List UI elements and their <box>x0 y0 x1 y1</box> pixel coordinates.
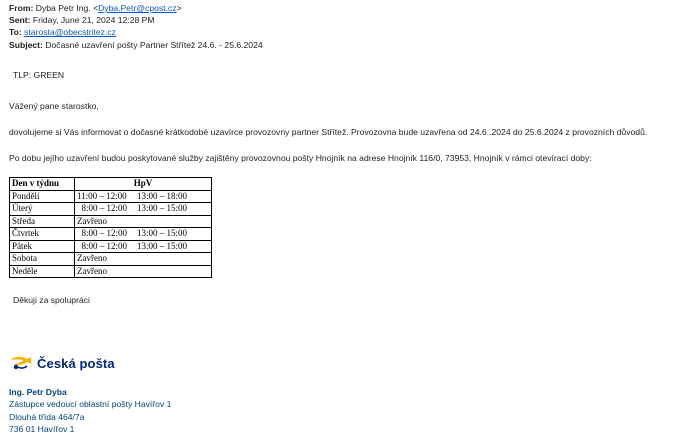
subject-label: Subject: <box>9 40 43 50</box>
table-row <box>10 228 212 241</box>
day-cell: Čtvrtek <box>10 228 75 241</box>
header-hpv: HpV <box>75 178 212 191</box>
to-line <box>9 26 116 38</box>
sent-label: Sent: <box>9 15 31 25</box>
to-email-link[interactable]: starosta@obecstritez.cz <box>24 27 116 37</box>
hours-cell: 8:00 – 12:00 13:00 – 15:00 <box>75 240 212 253</box>
header-day: Den v týdnu <box>10 178 75 191</box>
table-header-row <box>10 178 212 191</box>
hours-cell: Zavřeno <box>75 253 212 266</box>
day-cell: Neděle <box>10 265 75 278</box>
hours-cell: Zavřeno <box>75 265 212 278</box>
hours-cell: Zavřeno <box>75 215 212 228</box>
opening-hours-table <box>9 177 212 278</box>
hours-cell: 8:00 – 12:00 13:00 – 15:00 <box>75 228 212 241</box>
from-label: From: <box>9 3 34 13</box>
signature-name: Ing. Petr Dyba <box>9 387 67 397</box>
subject-value: Dočasné uzavření pošty Partner Střítež 24.6. - 25.6.2024 <box>45 40 263 50</box>
table-row <box>10 215 212 228</box>
subject-line <box>9 39 263 51</box>
table-row <box>10 203 212 216</box>
day-cell: Úterý <box>10 203 75 216</box>
from-name: Dyba Petr Ing. < <box>35 3 99 13</box>
greeting: Vážený pane starostko, <box>9 101 99 111</box>
day-cell: Středa <box>10 215 75 228</box>
table-row <box>10 190 212 203</box>
post-horn-icon <box>9 355 33 371</box>
tlp-label: TLP: GREEN <box>13 70 65 80</box>
from-email-link[interactable]: Dyba.Petr@cpost.cz <box>98 3 177 13</box>
signature-city: 736 01 Havířov 1 <box>9 424 75 434</box>
day-cell: Sobota <box>10 253 75 266</box>
day-cell: Pondělí <box>10 190 75 203</box>
table-row <box>10 265 212 278</box>
logo-text: Česká pošta <box>37 355 115 371</box>
day-cell: Pátek <box>10 240 75 253</box>
paragraph-closure: dovolujeme si Vás informovat o dočasné krátkodobé uzavírce provozovny partner Střítež. Provozovna bude uzavřena od 24.6..2024 do 25.6.2024 z provozních důvodů. <box>9 127 648 137</box>
ceska-posta-logo <box>9 355 115 371</box>
hours-cell: 11:00 – 12:00 13:00 – 18:00 <box>75 190 212 203</box>
sent-value: Friday, June 21, 2024 12:28 PM <box>32 15 155 25</box>
table-row <box>10 253 212 266</box>
sent-line <box>9 14 155 26</box>
thanks-text: Děkuji za spolupráci <box>13 295 90 305</box>
from-close: > <box>176 3 182 13</box>
signature-street: Dlouhá třída 464/7a <box>9 412 85 422</box>
to-label: To: <box>9 27 22 37</box>
from-line <box>9 2 182 14</box>
hours-cell: 8:00 – 12:00 13:00 – 15:00 <box>75 203 212 216</box>
table-row <box>10 240 212 253</box>
paragraph-alternative: Po dobu jejího uzavření budou poskytované služby zajištěny provozovnou pošty Hnojník na adrese Hnojník 116/0, 73953, Hnojník v rámci otevírací doby: <box>9 153 592 163</box>
signature-title: Zástupce vedoucí oblastní pošty Havířov 1 <box>9 399 172 409</box>
